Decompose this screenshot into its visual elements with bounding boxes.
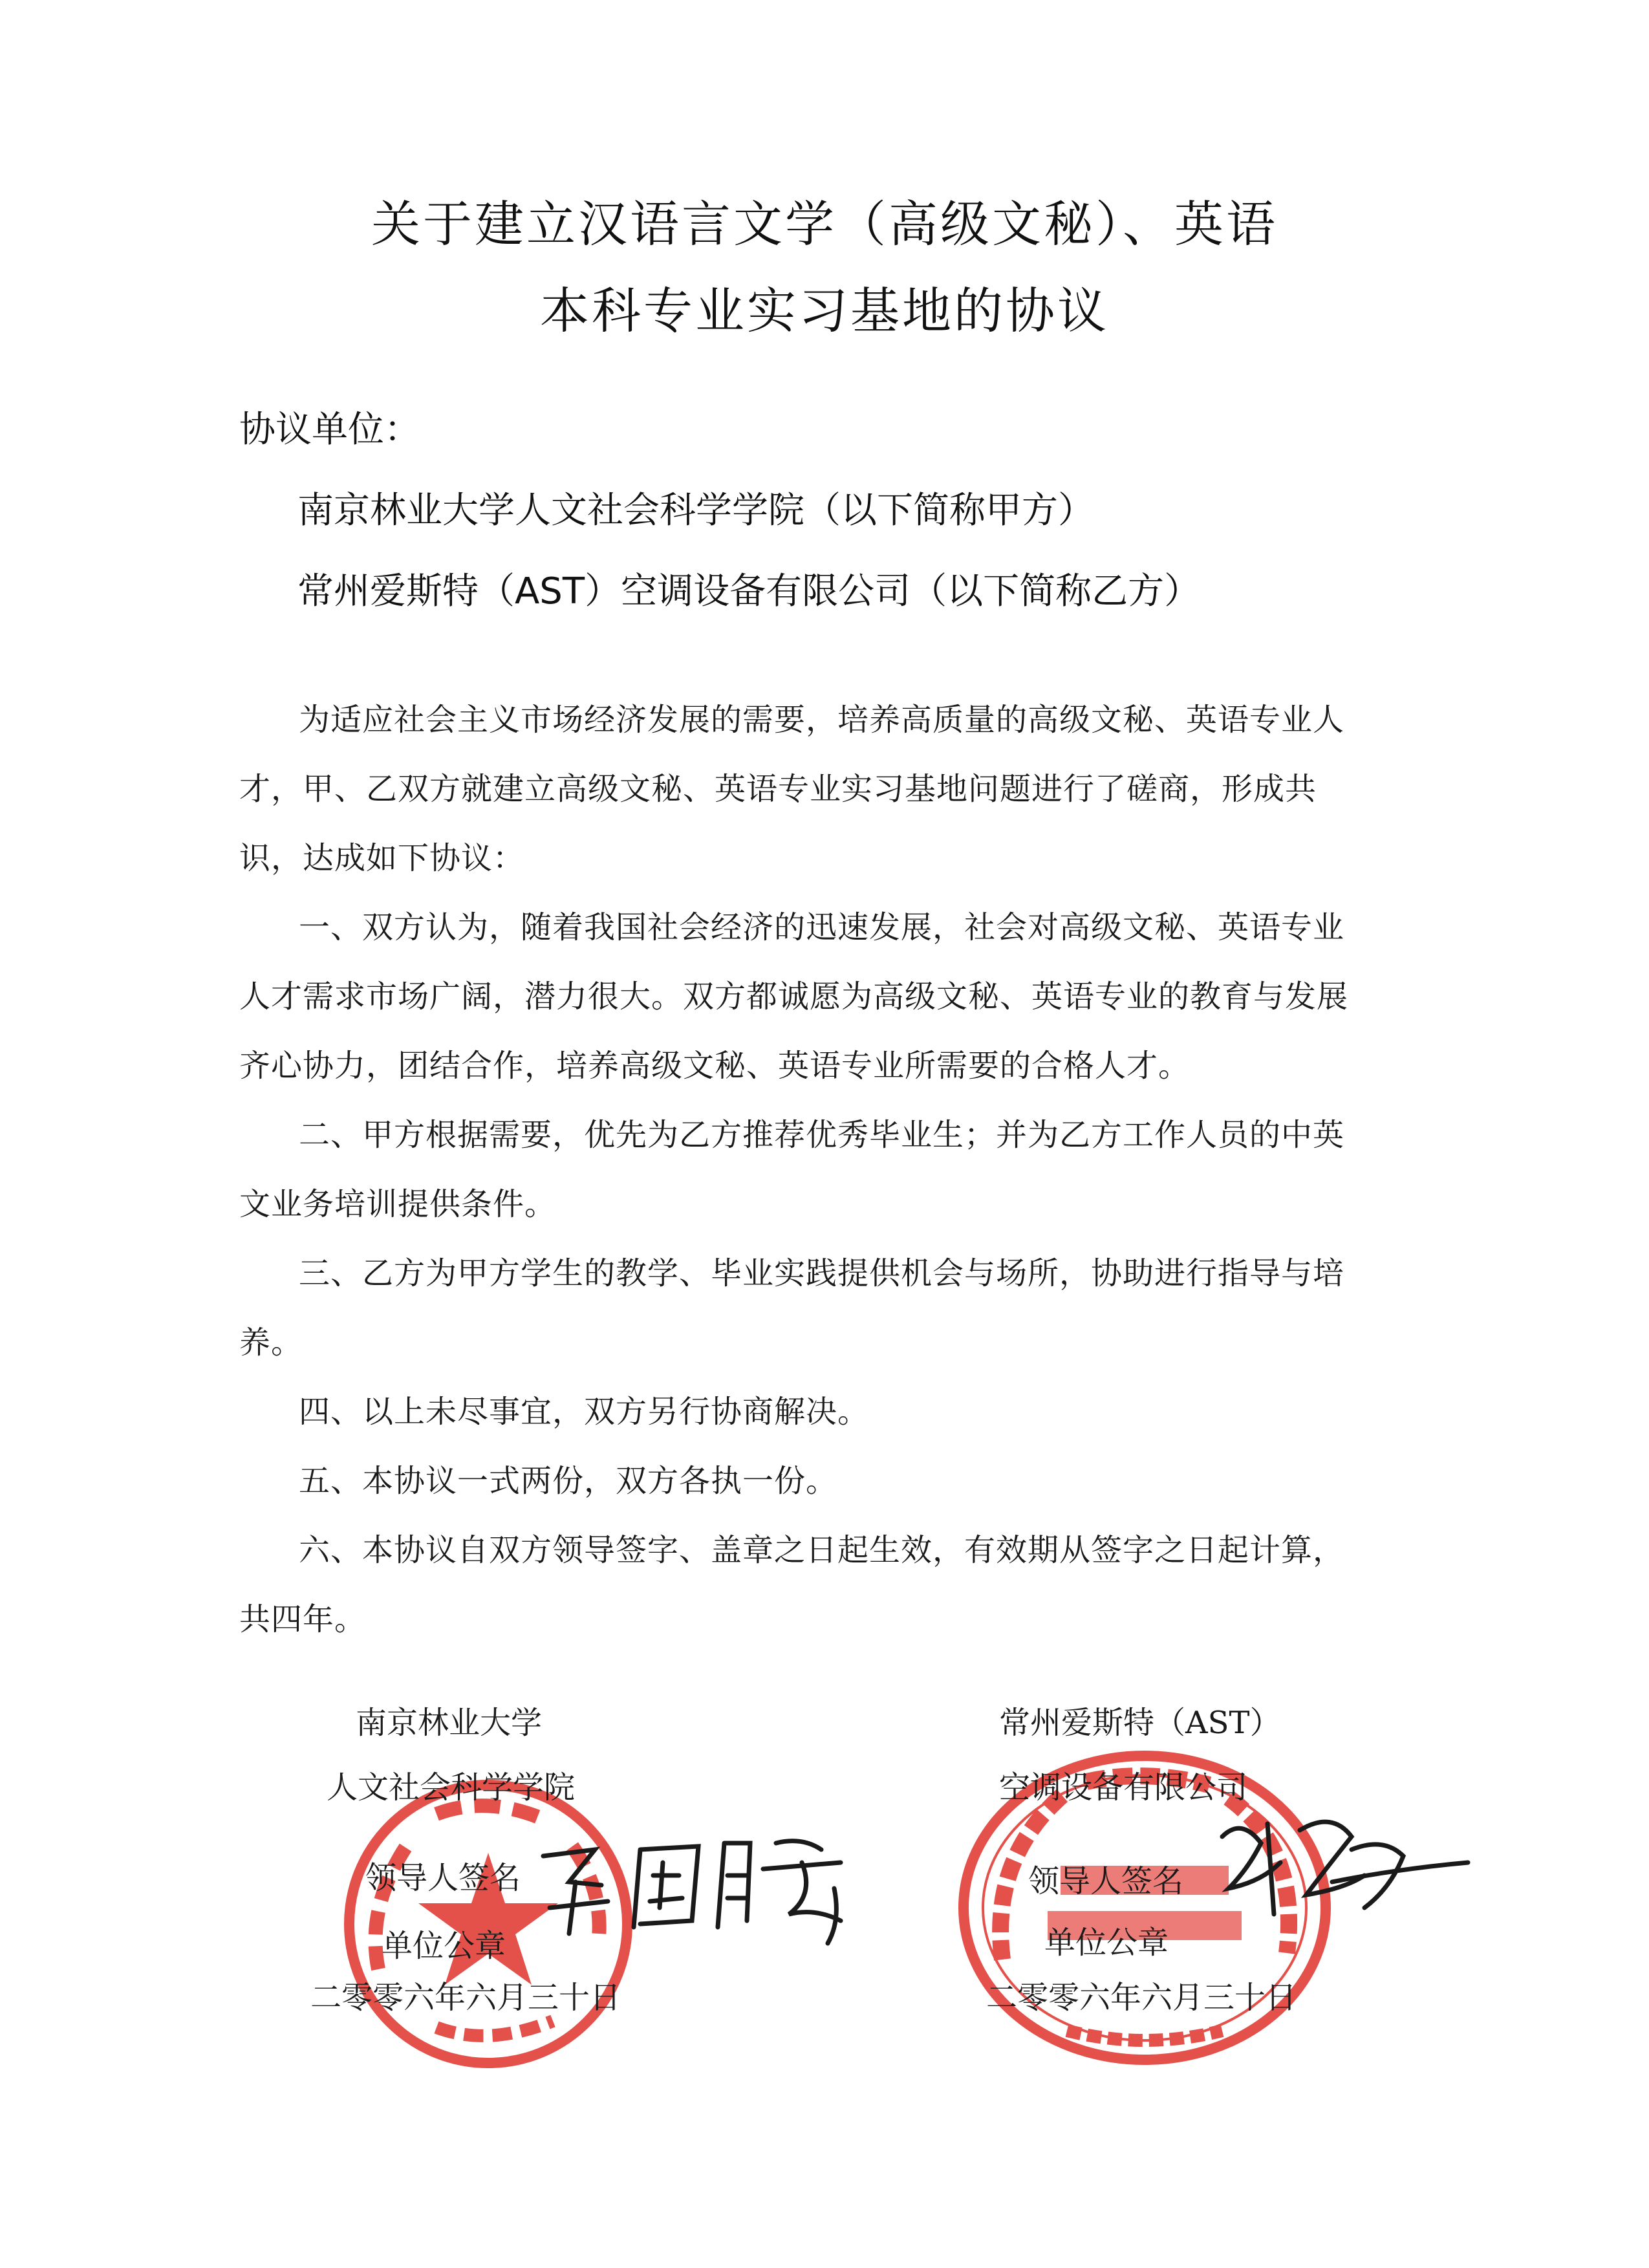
left-org-line-1: 南京林业大学 <box>356 1705 543 1741</box>
document-title-line-2: 本科专业实习基地的协议 <box>540 282 1109 340</box>
clause-3: 三、乙方为甲方学生的教学、毕业实践提供机会与场所，协助进行指导与培养。 <box>239 1255 1345 1361</box>
clause-2: 二、甲方根据需要，优先为乙方推荐优秀毕业生；并为乙方工作人员的中英文业务培训提供条件。 <box>239 1117 1345 1222</box>
party-b: 常州爱斯特（AST）空调设备有限公司（以下简称乙方） <box>297 570 1201 612</box>
document-title-line-1: 关于建立汉语言文学（高级文秘）、英语 <box>371 195 1278 253</box>
parties-label: 协议单位： <box>239 409 420 451</box>
right-seal-label: 单位公章 <box>1044 1925 1169 1961</box>
right-leader-signature-label: 领导人签名 <box>1028 1863 1184 1899</box>
right-date: 二零零六年六月三十日 <box>986 1980 1297 2016</box>
right-handwritten-signature <box>1203 1798 1474 1940</box>
party-a: 南京林业大学人文社会科学学院（以下简称甲方） <box>297 490 1094 532</box>
right-org-line-2: 空调设备有限公司 <box>999 1769 1248 1806</box>
left-leader-signature-label: 领导人签名 <box>365 1860 521 1896</box>
right-org-line-1: 常州爱斯特（AST） <box>999 1705 1281 1741</box>
intro-paragraph: 为适应社会主义市场经济发展的需要，培养高质量的高级文秘、英语专业人才，甲、乙双方就建立高级文秘、英语专业实习基地问题进行了磋商，形成共识，达成如下协议： <box>239 702 1345 876</box>
left-org-line-2: 人文社会科学学院 <box>327 1769 576 1806</box>
left-handwritten-signature <box>530 1824 867 1953</box>
clause-4: 四、以上未尽事宜，双方另行协商解决。 <box>299 1394 870 1430</box>
clause-5: 五、本协议一式两份，双方各执一份。 <box>299 1463 838 1499</box>
left-seal-label: 单位公章 <box>382 1928 506 1964</box>
clause-1: 一、双方认为，随着我国社会经济的迅速发展，社会对高级文秘、英语专业人才需求市场广阔，潜力很大。双方都诚愿为高级文秘、英语专业的教育与发展齐心协力，团结合作，培养高级文秘、英语专业所需要的合格人才。 <box>239 909 1349 1084</box>
left-date: 二零零六年六月三十日 <box>310 1980 621 2016</box>
clause-6: 六、本协议自双方领导签字、盖章之日起生效，有效期从签字之日起计算，共四年。 <box>239 1532 1345 1637</box>
